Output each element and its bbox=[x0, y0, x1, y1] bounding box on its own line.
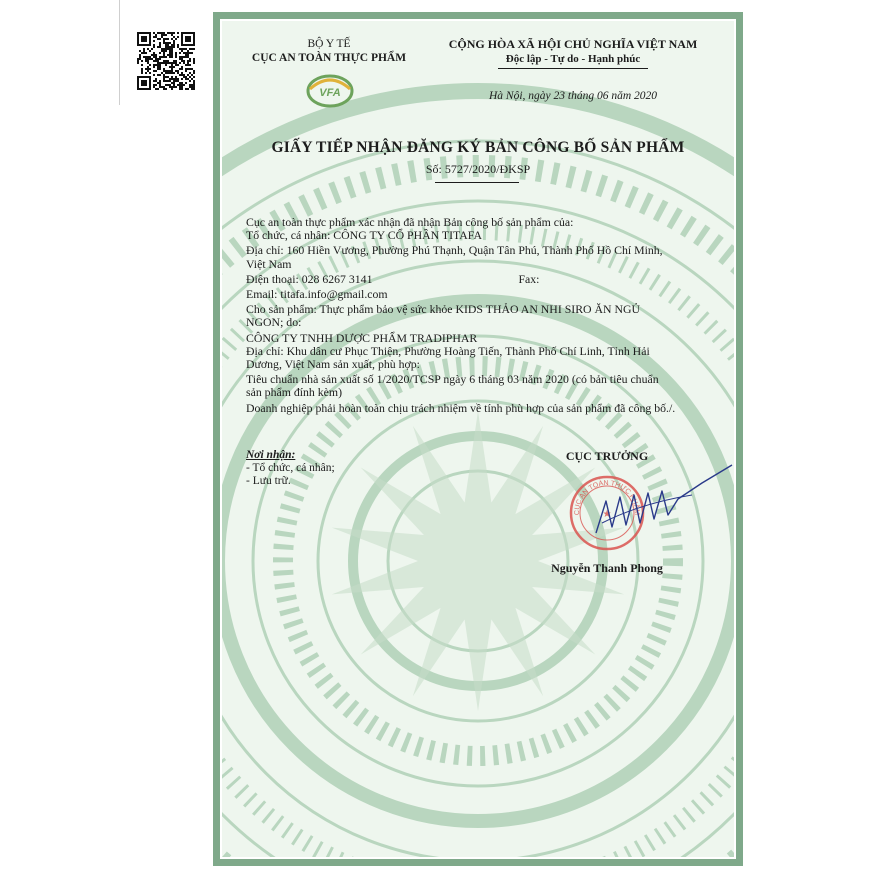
nation-motto: Độc lập - Tự do - Hạnh phúc bbox=[505, 53, 641, 65]
phone: Điện thoại: 028 6267 3141 bbox=[246, 271, 373, 286]
page-margin-rule bbox=[119, 0, 120, 105]
ministry-name: BỘ Y TẾ bbox=[307, 38, 351, 50]
motto-underline bbox=[498, 68, 648, 69]
svg-text:★: ★ bbox=[602, 509, 612, 520]
manufacturer: CÔNG TY TNHH DƯỢC PHẨM TRADIPHAR bbox=[246, 330, 478, 345]
document-number: Số: 5727/2020/ĐKSP bbox=[425, 162, 531, 176]
nation-header bbox=[414, 37, 732, 69]
agency-name: CỤC AN TOÀN THỰC PHẨM bbox=[251, 52, 407, 64]
intro-text: Cục an toàn thực phẩm xác nhận đã nhận Bản công bố sản phẩm của: bbox=[246, 215, 574, 229]
certificate-paper bbox=[220, 19, 736, 859]
fax: Fax: bbox=[518, 271, 540, 286]
document-title: GIẤY TIẾP NHẬN ĐĂNG KÝ BẢN CÔNG BỐ SẢN PHẨM bbox=[271, 139, 685, 156]
certificate-frame bbox=[213, 12, 743, 866]
nation-name: CỘNG HÒA XÃ HỘI CHỦ NGHĨA VIỆT NAM bbox=[448, 37, 698, 51]
manufacturer-address-line-2: Dương, Việt Nam sản xuất, phù hợp: bbox=[246, 357, 420, 372]
issuer-header bbox=[234, 37, 424, 65]
signer-name: Nguyễn Thanh Phong bbox=[551, 561, 663, 575]
qr-code[interactable] bbox=[137, 32, 195, 90]
recipient-item: - Tổ chức, cá nhân; bbox=[246, 462, 335, 474]
product-line-1: Cho sản phẩm: Thực phẩm bảo vệ sức khỏe KIDS THẢO AN NHI SIRO ĂN NGỦ bbox=[246, 302, 641, 317]
org-address-line-1: Địa chỉ: 160 Hiền Vương, Phường Phú Thạnh, Quận Tân Phú, Thành Phố Hồ Chí Minh, bbox=[246, 243, 663, 258]
certificate-body bbox=[246, 216, 718, 415]
email: Email: titafa.info@gmail.com bbox=[246, 287, 388, 302]
contact-phone-fax bbox=[246, 273, 718, 286]
issue-date: Hà Nội, ngày 23 tháng 06 năm 2020 bbox=[488, 90, 658, 102]
standard-line-1: Tiêu chuẩn nhà sản xuất số 1/2020/TCSP ngày 6 tháng 03 năm 2020 (có bản tiêu chuẩn bbox=[246, 372, 659, 387]
standard-line-2: sản phẩm đính kèm) bbox=[246, 385, 342, 400]
recipients-block bbox=[246, 449, 446, 488]
seal-text: CỤC AN TOÀN THỰC PHẨM bbox=[573, 479, 641, 516]
recipients-heading: Nơi nhận: bbox=[246, 449, 296, 461]
org-address-line-2: Việt Nam bbox=[246, 256, 292, 271]
organization: Tổ chức, cá nhân: CÔNG TY CỔ PHẦN TITAFA bbox=[246, 228, 483, 243]
product-line-2: NGON; do: bbox=[246, 315, 302, 330]
handwritten-signature bbox=[582, 453, 736, 543]
recipient-item: - Lưu trữ. bbox=[246, 475, 291, 487]
vfa-logo bbox=[302, 67, 358, 109]
responsibility-statement: Doanh nghiệp phải hoàn toàn chịu trách nhiệm về tính phù hợp của sản phẩm đã công bố./. bbox=[246, 400, 676, 415]
manufacturer-address-line-1: Địa chỉ: Khu dân cư Phục Thiện, Phường Hoàng Tiến, Thành Phố Chí Linh, Tỉnh Hải bbox=[246, 343, 650, 358]
logo-text: VFA bbox=[319, 87, 341, 99]
document-number-underline bbox=[435, 182, 519, 183]
signer-title: CỤC TRƯỞNG bbox=[565, 449, 649, 463]
